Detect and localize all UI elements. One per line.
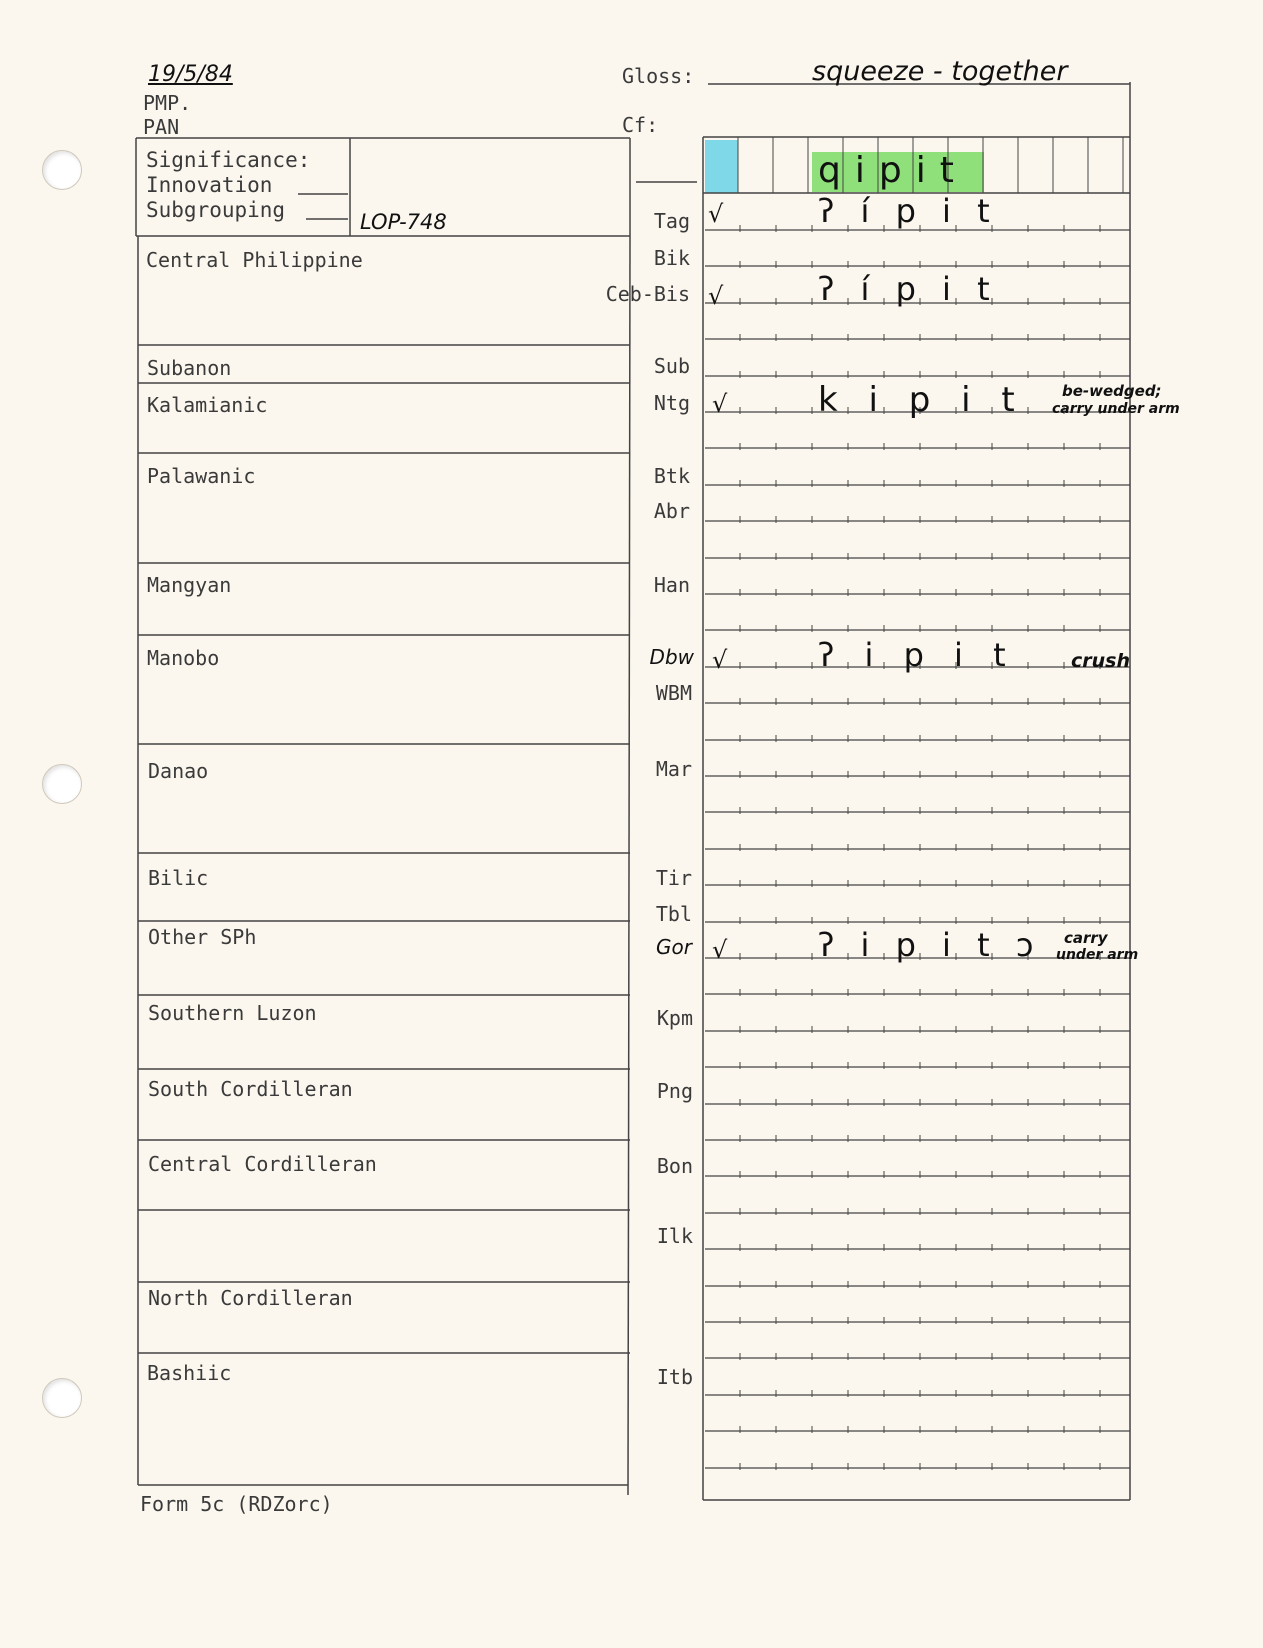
proto-form: qipit [818,150,968,191]
entry-tag-form: ʔ í p i t [818,192,998,230]
innovation-label: Innovation [146,173,273,197]
code-bon: Bon [656,1154,693,1178]
code-bik: Bik [653,246,690,270]
section-kalamianic: Kalamianic [147,393,268,417]
entry-tag-check: √ [708,200,724,228]
code-tag: Tag [653,209,690,233]
reference-number: LOP-748 [360,210,447,234]
code-abr: Abr [653,499,690,523]
pmp-label: PMP. [143,91,192,115]
cf-label: Cf: [622,113,659,137]
entry-ntg-gloss-1: be-wedged; [1062,382,1162,400]
entry-gor-gloss-1: carry [1064,929,1108,947]
section-bashiic: Bashiic [147,1361,232,1385]
section-other-sph: Other SPh [148,925,257,949]
code-sub: Sub [653,354,690,378]
code-kpm: Kpm [656,1006,693,1030]
entry-ntg-form: k i p i t [818,380,1025,420]
entry-gor-gloss-2: under arm [1056,947,1139,963]
entry-dbw-check: √ [712,646,728,674]
section-bilic: Bilic [148,866,209,890]
entry-ceb-form: ʔ í p i t [818,270,998,308]
section-central-cordilleran: Central Cordilleran [148,1152,377,1176]
code-png: Png [656,1079,693,1103]
section-southern-luzon: Southern Luzon [148,1001,317,1025]
gloss-value: squeeze - together [812,56,1068,87]
entry-ntg-check: √ [712,390,728,418]
pan-label: PAN [143,115,180,139]
section-manobo: Manobo [147,646,220,670]
code-han: Han [653,573,690,597]
gloss-label: Gloss: [622,64,695,88]
entry-dbw-form: ʔ i p i t [818,636,1016,674]
code-mar: Mar [655,757,692,781]
entry-dbw-gloss: crush [1071,650,1130,672]
code-wbm: WBM [655,681,692,705]
entry-ntg-gloss-2: carry under arm [1052,401,1180,417]
code-btk: Btk [653,464,690,488]
subgrouping-label: Subgrouping [146,198,286,222]
code-ntg: Ntg [653,391,690,415]
date-text: 19/5/84 [148,62,233,87]
entry-gor-form: ʔ i p i t ɔ [818,926,1042,964]
code-dbw: Dbw [649,645,694,669]
code-tbl: Tbl [655,902,692,926]
section-south-cordilleran: South Cordilleran [148,1077,353,1101]
significance-title: Significance: [146,148,311,172]
code-ceb-bis: Ceb-Bis [605,282,690,306]
code-itb: Itb [656,1365,693,1389]
code-gor: Gor [656,935,692,959]
section-danao: Danao [148,759,209,783]
section-central-philippine: Central Philippine [146,248,363,272]
section-north-cordilleran: North Cordilleran [148,1286,353,1310]
form-footer: Form 5c (RDZorc) [140,1492,333,1516]
section-mangyan: Mangyan [147,573,232,597]
section-palawanic: Palawanic [147,464,256,488]
section-subanon: Subanon [147,356,232,380]
entry-ceb-check: √ [708,282,724,310]
code-tir: Tir [655,866,692,890]
entry-gor-check: √ [712,936,728,964]
code-ilk: Ilk [656,1224,693,1248]
